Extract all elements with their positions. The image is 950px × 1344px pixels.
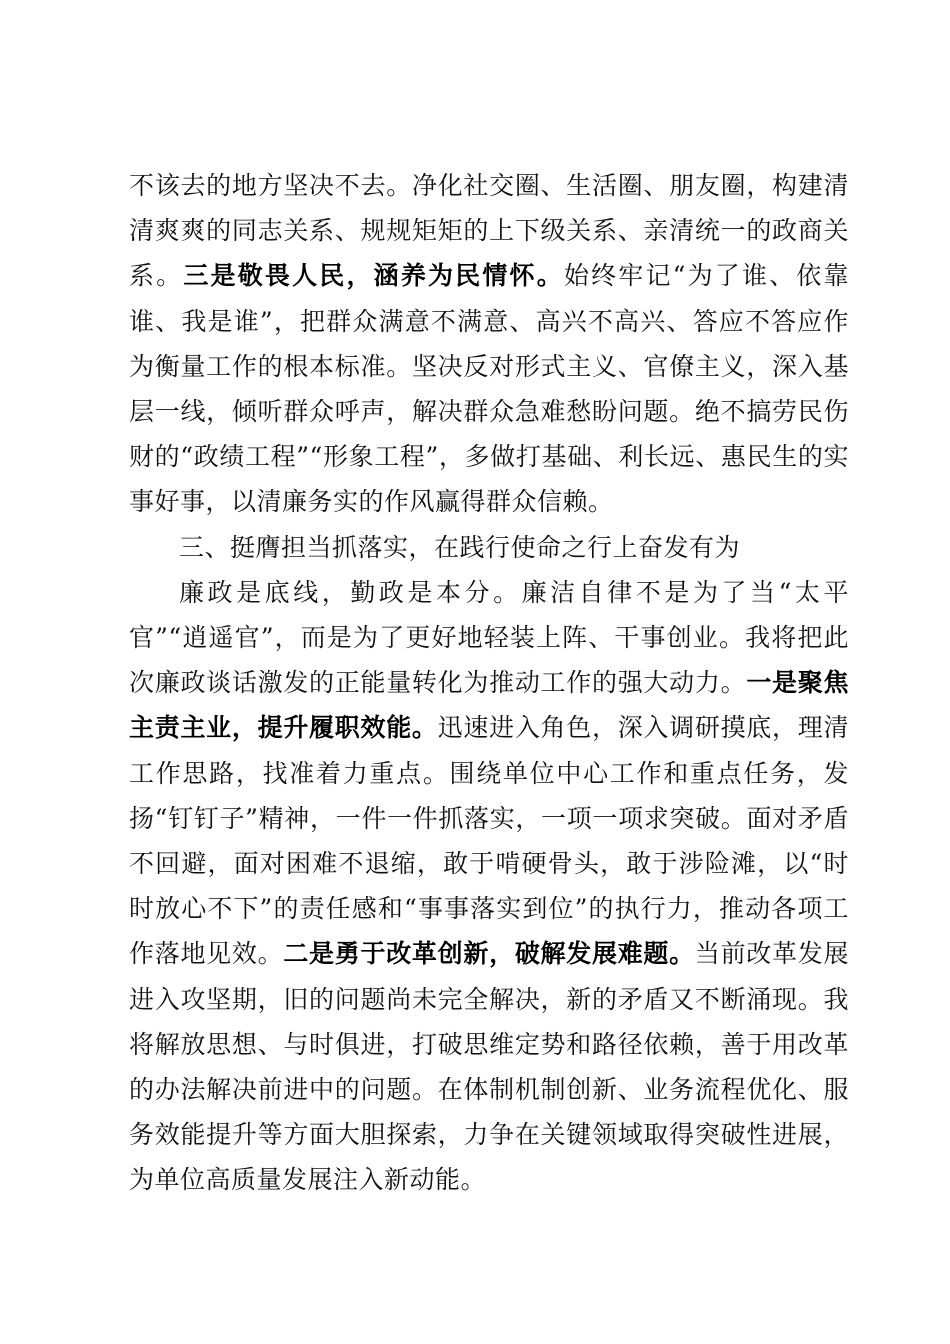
bold-lead-sentence: 二是勇于改革创新，破解发展难题。 bbox=[283, 939, 695, 969]
document-body bbox=[129, 163, 849, 1203]
paragraph-text: 始终牢记“为了谁、依靠谁、我是谁”，把群众满意不满意、高兴不高兴、答应不答应作为衡量工作的根本标准。坚决反对形式主义、官僚主义，深入基层一线，倾听群众呼声，解决群众急难愁盼问题。绝不搞劳民伤财的“政绩工程”“形象工程”，多做打基础、利长远、惠民生的实事好事，以清廉务实的作风赢得群众信赖。 bbox=[129, 261, 849, 517]
section-heading bbox=[129, 525, 849, 570]
paragraph-text: 廉政是底线，勤政是本分。廉洁自律不是为了当“太平官”“逍遥官”，而是为了更好地轻装上阵、干事创业。我将把此次廉政谈话激发的正能量转化为推动工作的强大动力。 bbox=[129, 577, 849, 698]
paragraph-text: 迅速进入角色，深入调研摸底，理清工作思路，找准着力重点。围绕单位中心工作和重点任务，发扬“钉钉子”精神，一件一件抓落实，一项一项求突破。面对矛盾不回避，面对困难不退缩，敢于啃硬骨头，敢于涉险滩，以“时时放心不下”的责任感和“事事落实到位”的执行力，推动各项工作落地见效。 bbox=[129, 713, 849, 969]
paragraph-text: 不该去的地方坚决不去。净化社交圈、生活圈、朋友圈，构建清清爽爽的同志关系、规规矩矩的上下级关系、亲清统一的政商关系。 bbox=[129, 171, 849, 291]
section-heading-text: 三、挺膺担当抓落实，在践行使命之行上奋发有为 bbox=[179, 532, 741, 562]
paragraph-text: 当前改革发展进入攻坚期，旧的问题尚未完全解决，新的矛盾又不断涌现。我将解放思想、与时俱进，打破思维定势和路径依赖，善于用改革的办法解决前进中的问题。在体制机制创新、业务流程优化、服务效能提升等方面大胆探索，力争在关键领域取得突破性进展，为单位高质量发展注入新动能。 bbox=[129, 939, 849, 1195]
paragraph bbox=[129, 570, 849, 1203]
bold-lead-sentence: 三是敬畏人民，涵养为民情怀。 bbox=[183, 261, 564, 291]
bold-lead-sentence: 一是聚焦主责主业，提升履职效能。 bbox=[129, 668, 849, 743]
paragraph-continuation bbox=[129, 163, 849, 525]
